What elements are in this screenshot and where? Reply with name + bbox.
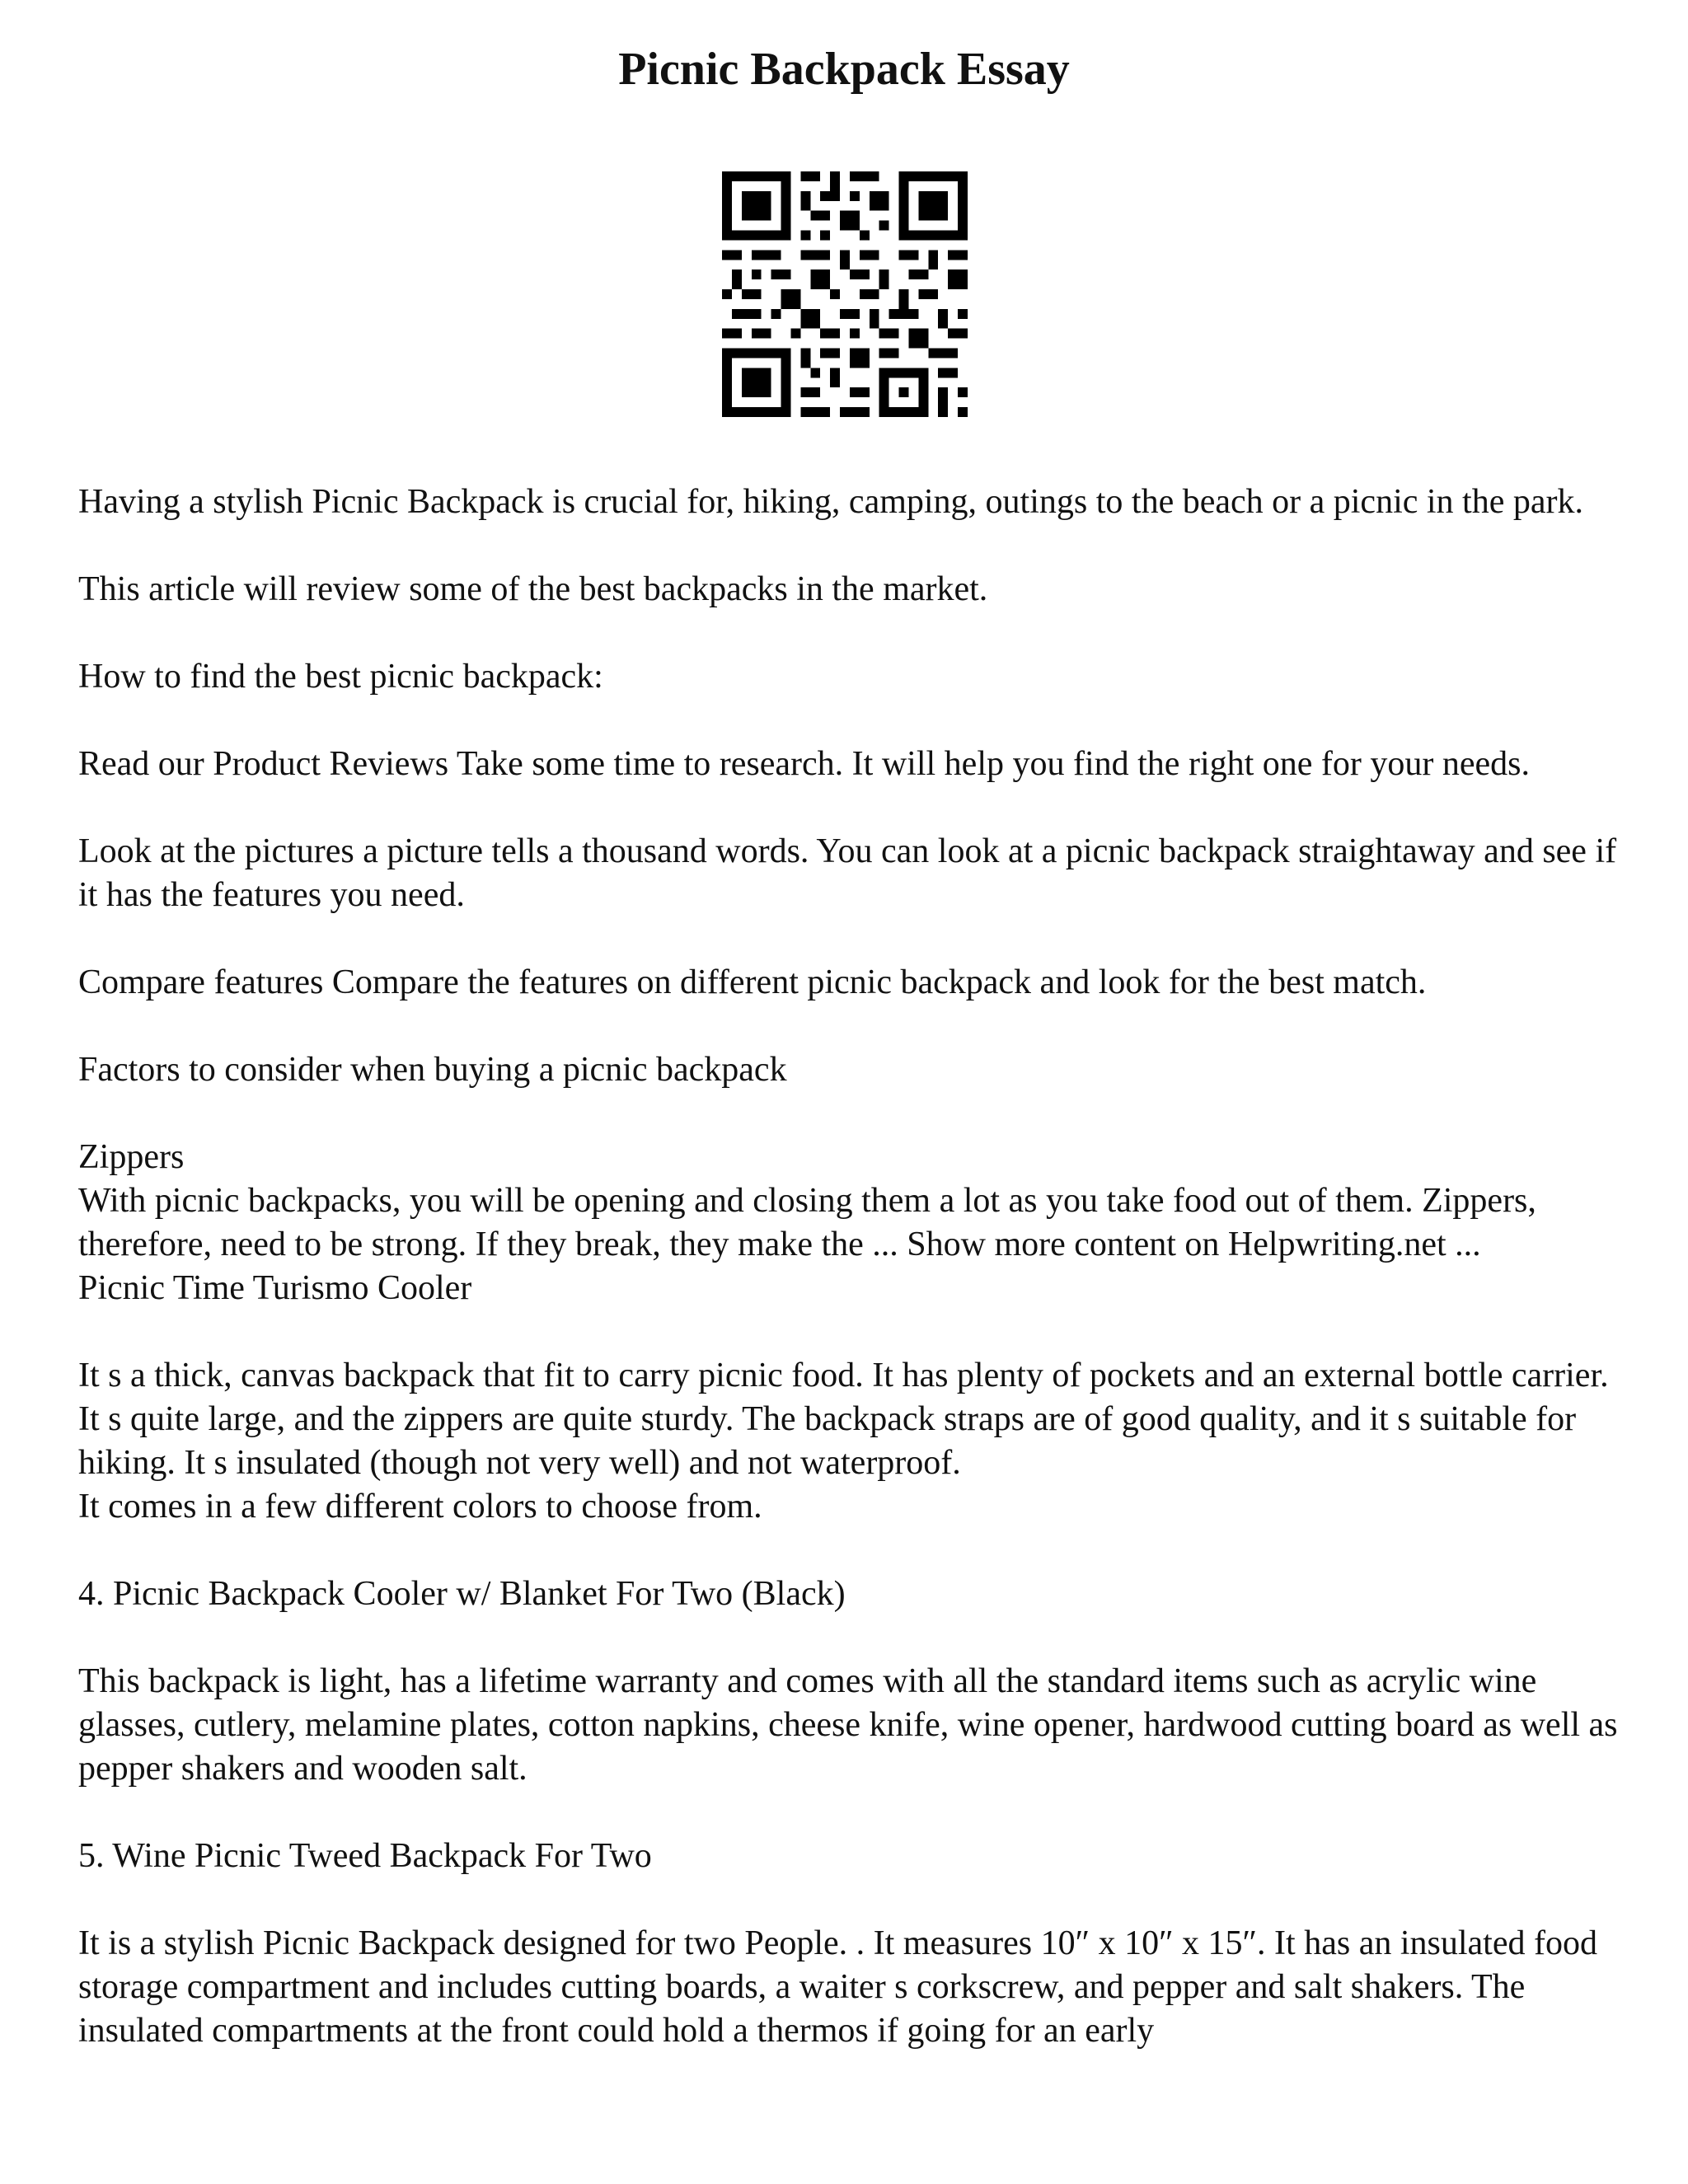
paragraph-compare-features: Compare features Compare the features on different picnic backpack and look for the best match.: [78, 963, 1427, 1001]
paragraph-factors-heading: Factors to consider when buying a picnic backpack: [78, 1051, 787, 1089]
paragraph-product-turismo: Picnic Time Turismo Cooler: [78, 1269, 472, 1307]
paragraph-turismo-body: It s a thick, canvas backpack that fit to carry picnic food. It has plenty of pockets and an external bottle carrier. It s quite large, and the zippers are quite sturdy. The backpack straps are of good quality, and it s suitable for hiking. It s insulated (though not very well) and not waterproof.: [78, 1357, 1609, 1482]
paragraph-product-4-body: This backpack is light, has a lifetime warranty and comes with all the standard items such as acrylic wine glasses, cutlery, melamine plates, cotton napkins, cheese knife, wine opener, hardwood cutting board as well as pepper shakers and wooden salt.: [78, 1662, 1618, 1788]
paragraph-product-5-body: It is a stylish Picnic Backpack designed for two People. . It measures 10″ x 10″ x 15″. It has an insulated food storage compartment and includes cutting boards, a waiter s corkscrew, and pepper and salt shakers. The insulated compartments at the front could hold a thermos if going for an early: [78, 1924, 1597, 2050]
essay-body: [78, 480, 1628, 2097]
paragraph-turismo-colors: It comes in a few different colors to choose from.: [78, 1488, 762, 1526]
paragraph-zippers-heading: Zippers: [78, 1138, 185, 1176]
paragraph-zippers-body: With picnic backpacks, you will be opening and closing them a lot as you take food out of them. Zippers, therefore, need to be strong. If they break, they make the ... Show more content on Helpwriting.net ...: [78, 1182, 1536, 1263]
paragraph-intro: Having a stylish Picnic Backpack is crucial for, hiking, camping, outings to the beach or a picnic in the park.: [78, 483, 1583, 521]
paragraph-how-to-heading: How to find the best picnic backpack:: [78, 658, 603, 696]
paragraph-look-pictures: Look at the pictures a picture tells a thousand words. You can look at a picnic backpack straightaway and see if it has the features you need.: [78, 832, 1617, 914]
paragraph-product-5: 5. Wine Picnic Tweed Backpack For Two: [78, 1837, 652, 1875]
paragraph-read-reviews: Read our Product Reviews Take some time to research. It will help you find the right one for your needs.: [78, 745, 1531, 783]
qr-code-image: [722, 171, 968, 417]
paragraph-product-4: 4. Picnic Backpack Cooler w/ Blanket For Two (Black): [78, 1575, 846, 1613]
page-title: Picnic Backpack Essay: [618, 44, 1070, 95]
paragraph-review-note: This article will review some of the best backpacks in the market.: [78, 570, 988, 608]
